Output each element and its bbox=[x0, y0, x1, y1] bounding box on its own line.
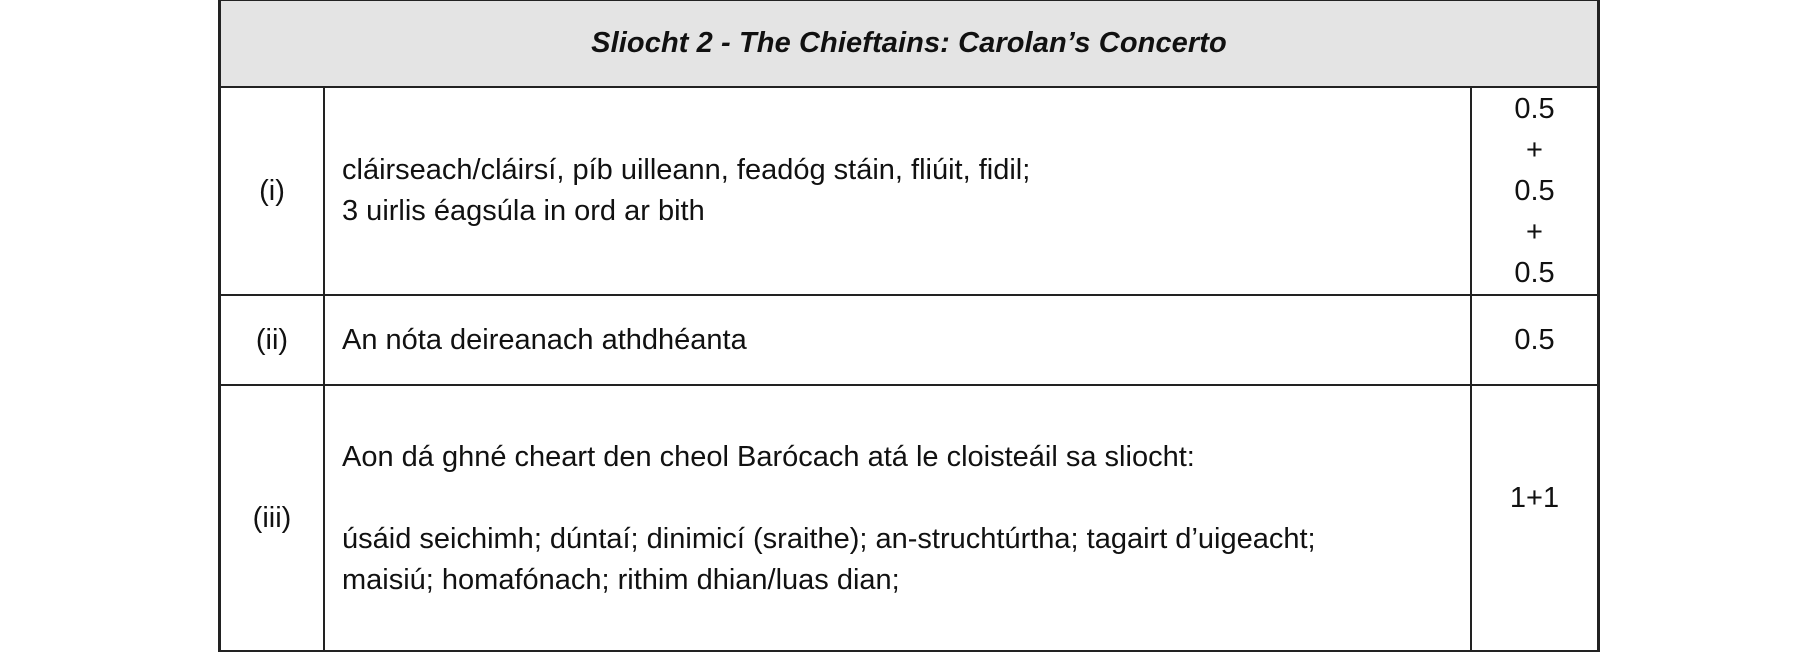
mark-plus: + bbox=[1526, 133, 1543, 166]
table-row-i bbox=[221, 88, 1597, 296]
mark-value: 1+1 bbox=[1509, 482, 1560, 514]
table-header bbox=[221, 1, 1597, 88]
row-label-text: (iii) bbox=[252, 502, 292, 534]
mark-value: 0.5 bbox=[1514, 256, 1555, 289]
row-label bbox=[221, 386, 325, 651]
answer-line: An nóta deireanach athdhéanta bbox=[342, 323, 747, 356]
row-label bbox=[221, 296, 325, 384]
row-label-text: (i) bbox=[259, 174, 285, 207]
row-answer bbox=[325, 88, 1472, 294]
answer-line: 3 uirlis éagsúla in ord ar bith bbox=[342, 195, 705, 227]
row-answer bbox=[325, 386, 1472, 651]
answer-line: maisiú; homafónach; rithim dhian/luas dian; bbox=[342, 563, 900, 596]
answer-line: úsáid seichimh; dúntaí; dinimicí (sraithe); an-struchtúrtha; tagairt d’uigeacht; bbox=[342, 522, 1316, 555]
row-marks bbox=[1472, 296, 1597, 384]
answer-line: Aon dá ghné cheart den cheol Barócach atá le cloisteáil sa sliocht: bbox=[342, 440, 1195, 473]
table-row-iii bbox=[221, 386, 1597, 651]
row-label bbox=[221, 88, 325, 294]
answer-line: cláirseach/cláirsí, píb uilleann, feadóg stáin, fliúit, fidil; bbox=[342, 154, 1031, 186]
marking-scheme-table bbox=[218, 0, 1600, 652]
row-answer bbox=[325, 296, 1472, 384]
paragraph-gap bbox=[342, 478, 1470, 519]
mark-plus: + bbox=[1526, 215, 1543, 248]
row-label-text: (ii) bbox=[255, 323, 289, 356]
table-title: Sliocht 2 - The Chieftains: Carolan’s Concerto bbox=[591, 27, 1227, 59]
row-marks bbox=[1472, 386, 1597, 651]
mark-value: 0.5 bbox=[1514, 92, 1555, 125]
row-marks bbox=[1472, 88, 1597, 294]
mark-value: 0.5 bbox=[1514, 323, 1555, 356]
table-row-ii bbox=[221, 296, 1597, 386]
mark-value: 0.5 bbox=[1514, 174, 1555, 207]
